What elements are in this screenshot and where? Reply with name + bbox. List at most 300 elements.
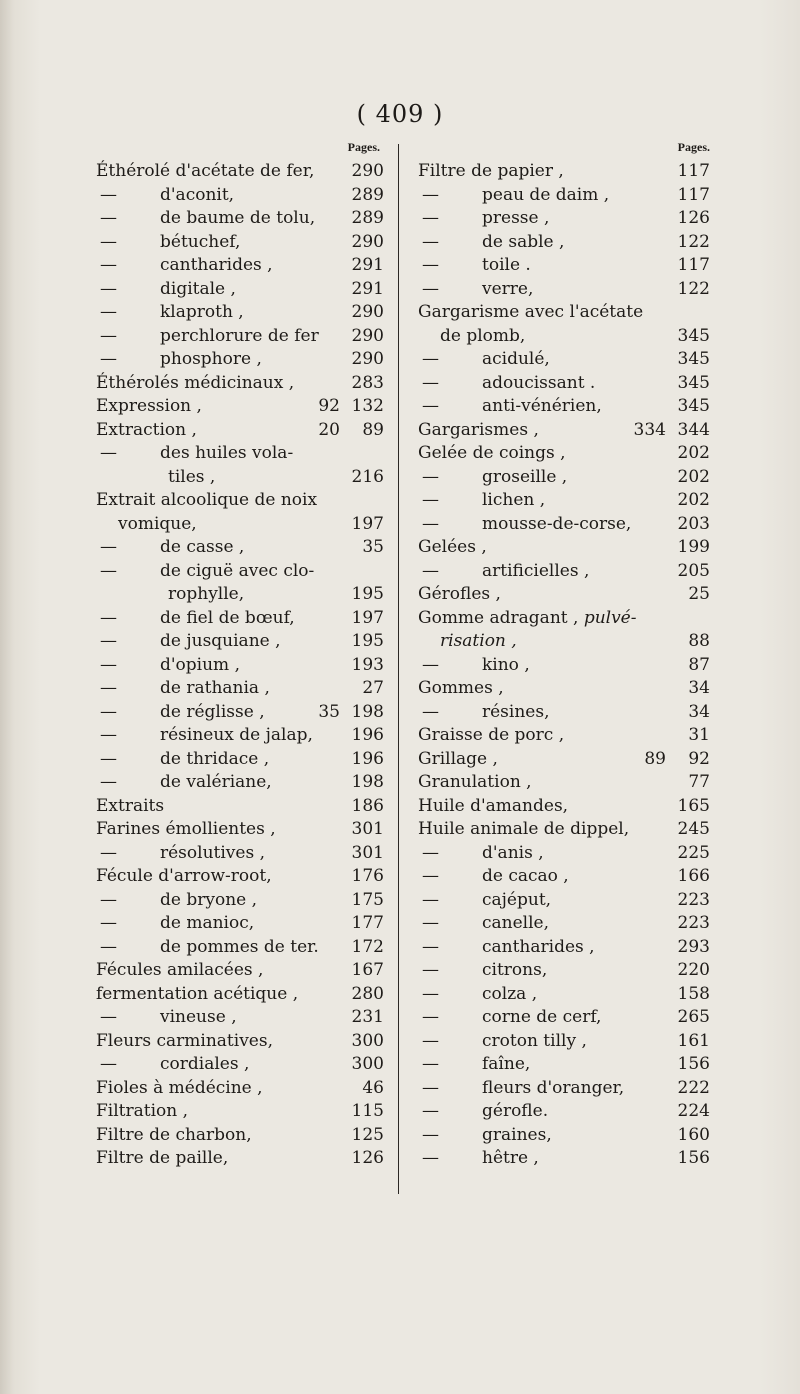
- entry-page-number: 88: [688, 631, 710, 651]
- entry-page-number: 35: [362, 537, 384, 557]
- entry-label: de baume de tolu,: [160, 208, 316, 228]
- entry-label: Gommes ,: [418, 678, 504, 698]
- index-entry: [96, 466, 384, 490]
- ditto-dash: —: [422, 1054, 439, 1074]
- entry-page-number: 196: [351, 748, 384, 769]
- entry-label: Extraction ,: [96, 419, 197, 440]
- index-entry: [418, 325, 710, 349]
- index-entry: [96, 936, 384, 960]
- entry-page-number: 291: [351, 278, 384, 299]
- entry-page-number: 345: [677, 396, 710, 416]
- ditto-dash: —: [422, 466, 439, 487]
- entry-label: Huile animale de dippel,: [418, 819, 630, 839]
- index-entry: [418, 983, 710, 1007]
- ditto-dash: —: [422, 208, 439, 228]
- index-entry: [418, 1077, 710, 1101]
- ditto-dash: —: [100, 889, 117, 910]
- entry-label: résolutives ,: [160, 842, 265, 863]
- ditto-dash: —: [422, 654, 439, 675]
- entry-label: groseille ,: [482, 466, 568, 487]
- entry-label: Expression ,: [96, 396, 202, 416]
- index-entry: [418, 1124, 710, 1148]
- entry-page-number: 158: [677, 983, 710, 1004]
- entry-page-number: 231: [351, 1007, 384, 1027]
- entry-label: mousse-de-corse,: [482, 513, 632, 534]
- entry-label: digitale ,: [160, 278, 236, 299]
- entry-page-number: 198: [351, 772, 384, 792]
- entry-page-number: 300: [351, 1030, 384, 1051]
- ditto-dash: —: [422, 372, 439, 393]
- index-entry: [96, 231, 384, 255]
- ditto-dash: —: [422, 490, 439, 510]
- entry-label: Filtre de paille,: [96, 1148, 229, 1168]
- entry-label: graines,: [482, 1124, 552, 1145]
- ditto-dash: —: [100, 725, 117, 745]
- ditto-dash: —: [100, 302, 117, 322]
- ditto-dash: —: [100, 607, 117, 628]
- ditto-dash: —: [100, 748, 117, 769]
- index-entry: [96, 748, 384, 772]
- ditto-dash: —: [422, 396, 439, 416]
- index-entry: [96, 442, 384, 466]
- entry-page-number: 195: [351, 631, 384, 651]
- entry-label: Fioles à médécine ,: [96, 1077, 263, 1098]
- index-entry: [96, 607, 384, 631]
- index-entry: [96, 419, 384, 443]
- index-entry: [96, 583, 384, 607]
- entry-list-right: [418, 160, 710, 1171]
- index-entry: [96, 325, 384, 349]
- entry-label: Éthérolés médicinaux ,: [96, 372, 295, 393]
- entry-page-number: 89: [362, 419, 384, 440]
- entry-page-number: 122: [677, 278, 710, 299]
- entry-page-number: 202: [677, 490, 710, 510]
- index-entry: [96, 630, 384, 654]
- entry-label: gérofle.: [482, 1101, 549, 1121]
- ditto-dash: —: [422, 255, 439, 275]
- entry-page-number: 25: [688, 584, 710, 604]
- entry-page-number: 202: [677, 466, 710, 487]
- entry-label: Fleurs carminatives,: [96, 1030, 273, 1051]
- index-entry: [418, 1006, 710, 1030]
- entry-label: croton tilly ,: [482, 1030, 587, 1051]
- ditto-dash: —: [422, 1124, 439, 1145]
- index-entry: [418, 184, 710, 208]
- entry-page-number: 283: [351, 372, 384, 393]
- entry-page-number: 156: [677, 1148, 710, 1168]
- entry-label: rophylle,: [168, 584, 245, 604]
- entry-label: lichen ,: [482, 490, 546, 510]
- entry-label: Grillage ,: [418, 748, 498, 769]
- ditto-dash: —: [422, 513, 439, 534]
- entry-page-number: 177: [351, 913, 384, 933]
- entry-label: de cacao ,: [482, 866, 569, 886]
- ditto-dash: —: [422, 983, 439, 1004]
- entry-label: Huile d'amandes,: [418, 795, 569, 816]
- entry-page-number: 46: [362, 1077, 384, 1098]
- entry-page-number: 216: [351, 466, 384, 487]
- entry-page-number: 224: [677, 1101, 710, 1121]
- index-entry: [418, 677, 710, 701]
- entry-page-number: 186: [351, 795, 384, 816]
- index-entry: [418, 513, 710, 537]
- ditto-dash: —: [422, 701, 439, 722]
- entry-label: klaproth ,: [160, 302, 244, 322]
- entry-label: artificielles ,: [482, 560, 590, 581]
- entry-label: Granulation ,: [418, 772, 532, 792]
- entry-page-number: 166: [677, 866, 710, 886]
- ditto-dash: —: [100, 208, 117, 228]
- entry-label: acidulé,: [482, 349, 550, 369]
- entry-label: de casse ,: [160, 537, 245, 557]
- entry-label: de pommes de ter.: [160, 936, 319, 957]
- ditto-dash: —: [422, 866, 439, 886]
- index-entry: [418, 1100, 710, 1124]
- ditto-dash: —: [100, 1007, 117, 1027]
- entry-page-number: 126: [677, 208, 710, 228]
- index-entry: [418, 231, 710, 255]
- ditto-dash: —: [422, 913, 439, 933]
- index-column-right: [418, 140, 710, 1171]
- entry-label: Fécules amilacées ,: [96, 960, 264, 980]
- entry-page-number: 223: [677, 889, 710, 910]
- entry-page-number: 301: [351, 842, 384, 863]
- entry-page-number-secondary: 334: [633, 419, 666, 440]
- ditto-dash: —: [422, 184, 439, 205]
- entry-page-number: 161: [677, 1030, 710, 1051]
- ditto-dash: —: [100, 842, 117, 863]
- entry-page-number: 290: [351, 302, 384, 322]
- ditto-dash: —: [422, 1077, 439, 1098]
- entry-label: citrons,: [482, 960, 548, 980]
- ditto-dash: —: [422, 1101, 439, 1121]
- entry-page-number: 344: [677, 419, 710, 440]
- ditto-dash: —: [100, 631, 117, 651]
- index-entry: [418, 1147, 710, 1171]
- index-entry: [96, 865, 384, 889]
- entry-page-number: 87: [688, 654, 710, 675]
- ditto-dash: —: [100, 443, 117, 463]
- index-entry: [418, 1030, 710, 1054]
- index-entry: [418, 301, 710, 325]
- entry-page-number: 290: [351, 349, 384, 369]
- entry-label: des huiles vola-: [160, 443, 294, 463]
- index-entry: [96, 1077, 384, 1101]
- ditto-dash: —: [422, 1148, 439, 1168]
- entry-label: Filtre de charbon,: [96, 1124, 252, 1145]
- ditto-dash: —: [100, 678, 117, 698]
- ditto-dash: —: [422, 936, 439, 957]
- entry-page-number: 117: [677, 255, 710, 275]
- ditto-dash: —: [100, 325, 117, 346]
- entry-label: de ciguë avec clo-: [160, 560, 315, 581]
- index-entry: [96, 207, 384, 231]
- entry-label: de jusquiane ,: [160, 631, 281, 651]
- index-entry: [96, 489, 384, 513]
- entry-page-number-secondary: 35: [318, 701, 340, 722]
- entry-page-number: 122: [677, 231, 710, 252]
- index-entry: [96, 1147, 384, 1171]
- entry-page-number-secondary: 89: [644, 748, 666, 769]
- index-entry: [96, 536, 384, 560]
- index-entry: [96, 1053, 384, 1077]
- entry-page-number: 345: [677, 325, 710, 346]
- entry-label: hêtre ,: [482, 1148, 539, 1168]
- index-entry: [96, 959, 384, 983]
- entry-label: bétuchef,: [160, 231, 241, 252]
- entry-page-number: 290: [351, 161, 384, 181]
- entry-label: peau de daim ,: [482, 184, 610, 205]
- entry-page-number: 117: [677, 184, 710, 205]
- index-entry: [418, 936, 710, 960]
- entry-page-number: 225: [677, 842, 710, 863]
- entry-label: vineuse ,: [160, 1007, 237, 1027]
- entry-label: de manioc,: [160, 913, 255, 933]
- ditto-dash: —: [100, 349, 117, 369]
- index-entry: [96, 1030, 384, 1054]
- entry-page-number: 167: [351, 960, 384, 980]
- entry-label: Filtre de papier ,: [418, 161, 564, 181]
- entry-label: de sable ,: [482, 231, 565, 252]
- entry-label: faîne,: [482, 1054, 531, 1074]
- entry-label-italic: risation ,: [440, 631, 517, 651]
- index-entry: [96, 912, 384, 936]
- index-entry: [418, 959, 710, 983]
- entry-page-number: 290: [351, 231, 384, 252]
- entry-page-number: 165: [677, 795, 710, 816]
- entry-page-number: 156: [677, 1054, 710, 1074]
- entry-label: presse ,: [482, 208, 550, 228]
- index-entry: [96, 795, 384, 819]
- entry-label: anti-vénérien,: [482, 396, 602, 416]
- entry-page-number: 300: [351, 1054, 384, 1074]
- entry-label: verre,: [482, 278, 534, 299]
- index-entry: [418, 442, 710, 466]
- ditto-dash: —: [100, 913, 117, 933]
- entry-label: Graisse de porc ,: [418, 725, 565, 745]
- entry-label: tiles ,: [168, 466, 216, 487]
- index-entry: [96, 701, 384, 725]
- entry-label: résineux de jalap,: [160, 725, 313, 745]
- entry-page-number: 301: [351, 819, 384, 839]
- entry-label: de rathania ,: [160, 678, 270, 698]
- ditto-dash: —: [422, 278, 439, 299]
- ditto-dash: —: [100, 537, 117, 557]
- entry-page-number: 34: [688, 678, 710, 698]
- entry-page-number: 203: [677, 513, 710, 534]
- index-entry: [418, 630, 710, 654]
- index-entry: [96, 842, 384, 866]
- entry-page-number-secondary: 20: [318, 419, 340, 440]
- entry-label: cantharides ,: [482, 936, 595, 957]
- index-entry: [418, 583, 710, 607]
- entry-label: kino ,: [482, 654, 530, 675]
- entry-page-number: 92: [688, 748, 710, 769]
- entry-page-number: 289: [351, 208, 384, 228]
- entry-page-number: 245: [677, 819, 710, 839]
- index-entry: [96, 513, 384, 537]
- index-entry: [418, 254, 710, 278]
- index-entry: [418, 795, 710, 819]
- entry-label: adoucissant .: [482, 372, 596, 393]
- ditto-dash: —: [422, 889, 439, 910]
- entry-label: Farines émollientes ,: [96, 819, 276, 839]
- index-entry: [96, 1006, 384, 1030]
- entry-label: fleurs d'oranger,: [482, 1077, 625, 1098]
- entry-page-number: 197: [351, 513, 384, 534]
- index-entry: [418, 372, 710, 396]
- index-entry: [418, 160, 710, 184]
- index-entry: [96, 301, 384, 325]
- entry-label: fermentation acétique ,: [96, 983, 299, 1004]
- index-entry: [96, 889, 384, 913]
- column-divider: [398, 144, 399, 1194]
- ditto-dash: —: [422, 842, 439, 863]
- index-entry: [96, 254, 384, 278]
- index-entry: [418, 889, 710, 913]
- entry-page-number: 172: [351, 936, 384, 957]
- entry-page-number: 222: [677, 1077, 710, 1098]
- entry-page-number: 293: [677, 936, 710, 957]
- entry-page-number: 202: [677, 443, 710, 463]
- index-entry: [418, 818, 710, 842]
- ditto-dash: —: [100, 560, 117, 581]
- ditto-dash: —: [100, 654, 117, 675]
- entry-page-number: 223: [677, 913, 710, 933]
- index-entry: [418, 348, 710, 372]
- ditto-dash: —: [422, 560, 439, 581]
- index-entry: [418, 771, 710, 795]
- index-entry: [418, 278, 710, 302]
- entry-page-number: 220: [677, 960, 710, 980]
- entry-page-number: 27: [362, 678, 384, 698]
- index-entry: [96, 724, 384, 748]
- ditto-dash: —: [100, 255, 117, 275]
- entry-label: d'anis ,: [482, 842, 544, 863]
- index-column-left: [96, 140, 384, 1171]
- entry-label: Gargarismes ,: [418, 419, 539, 440]
- entry-label: Extraits: [96, 795, 165, 816]
- entry-label: Gelée de coings ,: [418, 443, 566, 463]
- entry-page-number: 34: [688, 701, 710, 722]
- entry-label: cantharides ,: [160, 255, 273, 275]
- entry-label: perchlorure de fer: [160, 325, 319, 346]
- entry-label: Gargarisme avec l'acétate: [418, 302, 644, 322]
- entry-label: de fiel de bœuf,: [160, 607, 295, 628]
- entry-label: colza ,: [482, 983, 538, 1004]
- ditto-dash: —: [422, 231, 439, 252]
- index-entry: [96, 771, 384, 795]
- entry-label: phosphore ,: [160, 349, 262, 369]
- index-entry: [96, 1124, 384, 1148]
- entry-label: d'opium ,: [160, 654, 240, 675]
- index-entry: [418, 395, 710, 419]
- index-entry: [418, 466, 710, 490]
- ditto-dash: —: [100, 701, 117, 722]
- index-entry: [418, 748, 710, 772]
- index-entry: [418, 607, 710, 631]
- entry-label: vomique,: [118, 513, 197, 534]
- entry-label: Filtration ,: [96, 1101, 189, 1121]
- entry-label: Gérofles ,: [418, 584, 501, 604]
- ditto-dash: —: [422, 1007, 439, 1027]
- entry-page-number: 196: [351, 725, 384, 745]
- entry-page-number: 289: [351, 184, 384, 205]
- index-entry: [418, 1053, 710, 1077]
- pages-column-header: Pages.: [347, 140, 380, 154]
- index-entry: [96, 1100, 384, 1124]
- entry-label: cajéput,: [482, 889, 552, 910]
- index-entry: [418, 489, 710, 513]
- index-entry: [96, 654, 384, 678]
- index-entry: [418, 654, 710, 678]
- entry-page-number: 197: [351, 607, 384, 628]
- page-number: ( 409 ): [356, 100, 444, 128]
- pages-column-header: Pages.: [677, 140, 710, 154]
- entry-page-number: 345: [677, 372, 710, 393]
- entry-page-number: 195: [351, 584, 384, 604]
- index-entry: [418, 865, 710, 889]
- entry-page-number: 117: [677, 161, 710, 181]
- entry-page-number: 291: [351, 255, 384, 275]
- entry-page-number: 199: [677, 537, 710, 557]
- entry-label: Éthérolé d'acétate de fer,: [96, 161, 315, 181]
- entry-page-number: 126: [351, 1148, 384, 1168]
- entry-page-number: 265: [677, 1007, 710, 1027]
- entry-page-number: 115: [351, 1101, 384, 1121]
- index-entry: [96, 677, 384, 701]
- ditto-dash: —: [100, 1054, 117, 1074]
- entry-label: d'aconit,: [160, 184, 235, 205]
- entry-label: corne de cerf,: [482, 1007, 602, 1027]
- entry-label: Extrait alcoolique de noix: [96, 490, 318, 510]
- index-entry: [418, 560, 710, 584]
- index-entry: [96, 348, 384, 372]
- entry-page-number: 205: [677, 560, 710, 581]
- entry-label: de thridace ,: [160, 748, 270, 769]
- ditto-dash: —: [422, 349, 439, 369]
- entry-label: Fécule d'arrow-root,: [96, 866, 272, 886]
- index-entry: [96, 818, 384, 842]
- index-entry: [418, 207, 710, 231]
- entry-page-number: 198: [351, 701, 384, 722]
- entry-label: de bryone ,: [160, 889, 258, 910]
- index-entry: [418, 536, 710, 560]
- index-entry: [96, 278, 384, 302]
- entry-label: canelle,: [482, 913, 550, 933]
- ditto-dash: —: [100, 278, 117, 299]
- ditto-dash: —: [100, 772, 117, 792]
- entry-page-number: 290: [351, 325, 384, 346]
- entry-label-italic: pulvé-: [583, 607, 637, 628]
- entry-page-number: 77: [688, 772, 710, 792]
- index-entry: [418, 724, 710, 748]
- entry-label: toile .: [482, 255, 531, 275]
- entry-page-number: 160: [677, 1124, 710, 1145]
- entry-label: [440, 630, 517, 654]
- entry-page-number: 125: [351, 1124, 384, 1145]
- index-entry: [96, 160, 384, 184]
- entry-label: de plomb,: [440, 325, 526, 346]
- entry-page-number: 175: [351, 889, 384, 910]
- entry-label: de réglisse ,: [160, 701, 265, 722]
- index-entry: [418, 419, 710, 443]
- entry-page-number: 176: [351, 866, 384, 886]
- entry-page-number: 31: [688, 725, 710, 745]
- index-entry: [418, 842, 710, 866]
- entry-label: Gelées ,: [418, 537, 487, 557]
- entry-page-number: 280: [351, 983, 384, 1004]
